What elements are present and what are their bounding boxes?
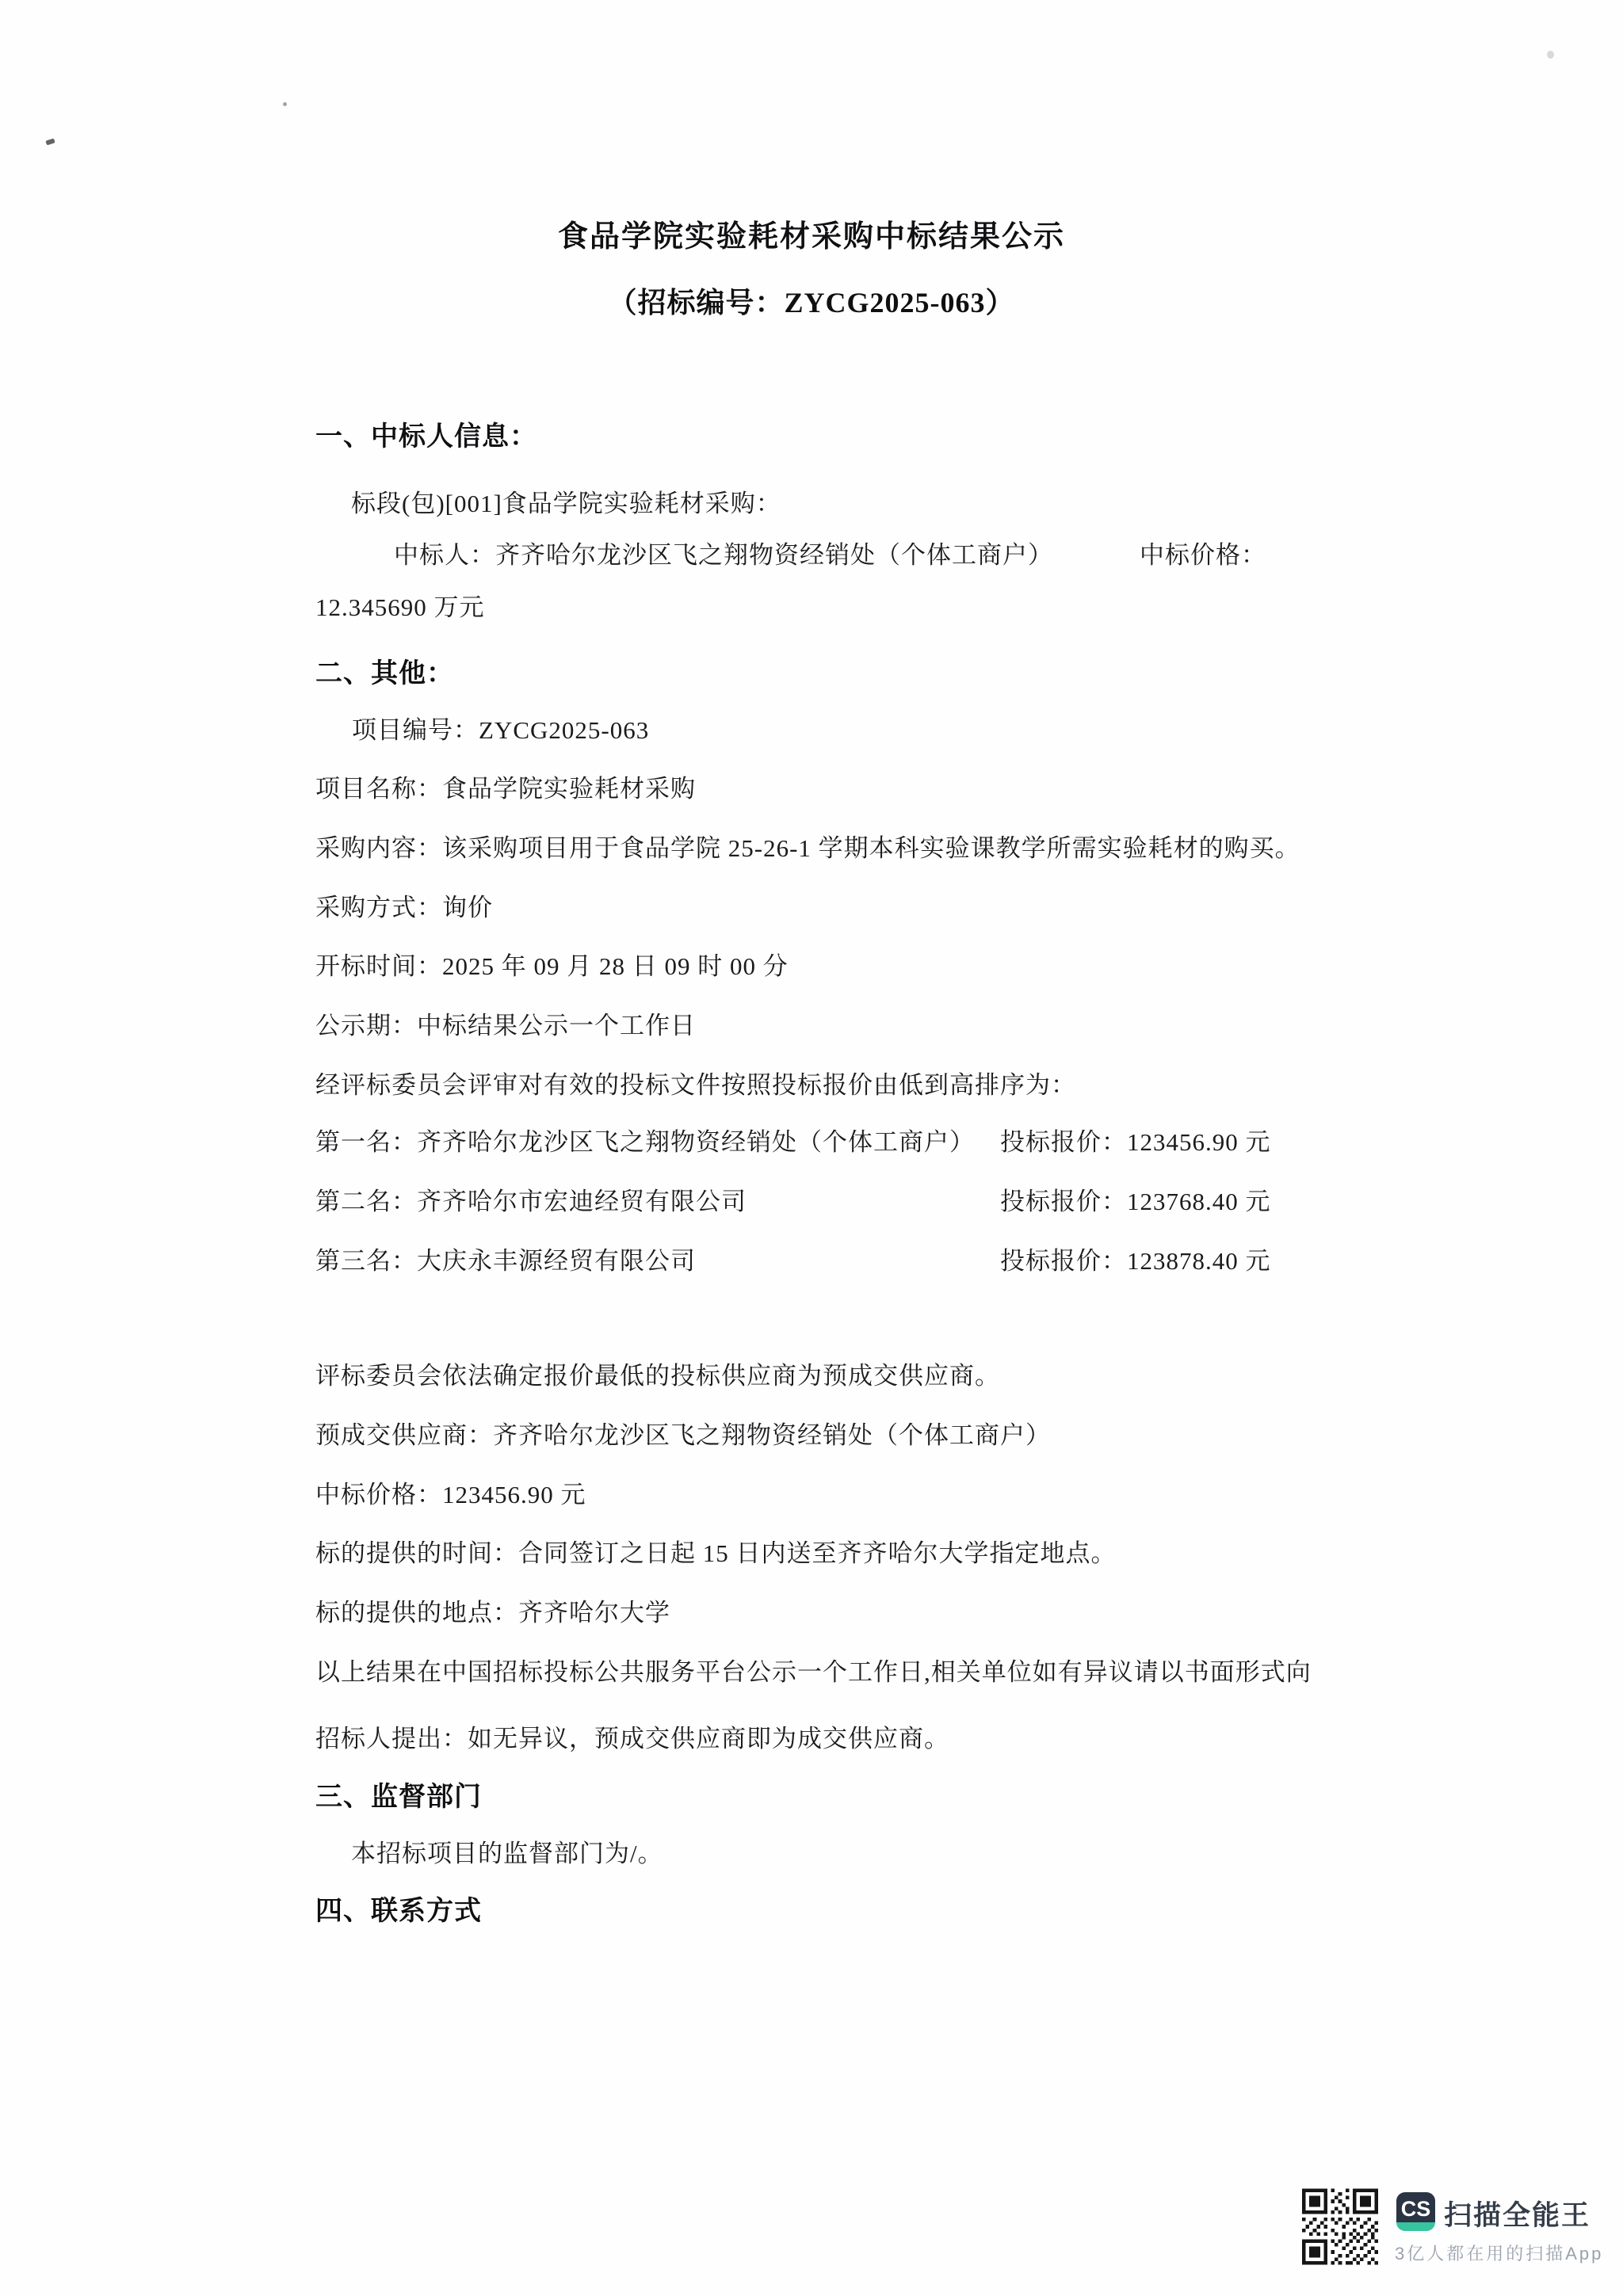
notice-line-2: 招标人提出：如无异议，预成交供应商即为成交供应商。 bbox=[315, 1725, 949, 1753]
winner-line: 中标人：齐齐哈尔龙沙区飞之翔物资经销处（个体工商户） bbox=[394, 541, 1053, 569]
notice-line-1: 以上结果在中国招标投标公共服务平台公示一个工作日,相关单位如有异议请以书面形式向 bbox=[315, 1658, 1312, 1686]
lot-line: 标段(包)[001]食品学院实验耗材采购： bbox=[351, 490, 781, 517]
delivery-place-line: 标的提供的地点：齐齐哈尔大学 bbox=[315, 1599, 670, 1627]
bid-opening-time-line: 开标时间：2025 年 09 月 28 日 09 时 00 分 bbox=[315, 952, 789, 980]
tender-number-subtitle: （招标编号：ZYCG2025-063） bbox=[608, 287, 1015, 318]
pre-winner-line: 预成交供应商：齐齐哈尔龙沙区飞之翔物资经销处（个体工商户） bbox=[315, 1421, 1051, 1449]
delivery-time-line: 标的提供的时间：合同签订之日起 15 日内送至齐齐哈尔大学指定地点。 bbox=[315, 1539, 1117, 1567]
procurement-content-line: 采购内容：该采购项目用于食品学院 25-26-1 学期本科实验课教学所需实验耗材的购买。 bbox=[315, 834, 1300, 862]
determination-line: 评标委员会依法确定报价最低的投标供应商为预成交供应商。 bbox=[315, 1362, 1000, 1390]
publicity-period-line: 公示期：中标结果公示一个工作日 bbox=[315, 1012, 696, 1039]
scan-speck bbox=[45, 138, 55, 145]
rank2-price: 投标报价：123768.40 元 bbox=[1000, 1188, 1271, 1215]
qr-code-icon bbox=[1302, 2188, 1378, 2265]
winner-price-value: 12.345690 万元 bbox=[315, 593, 485, 621]
section4-heading: 四、联系方式 bbox=[315, 1896, 482, 1926]
project-number-line: 项目编号：ZYCG2025-063 bbox=[352, 716, 650, 744]
ranking-intro-line: 经评标委员会评审对有效的投标文件按照投标报价由低到高排序为： bbox=[315, 1071, 1076, 1099]
rank1-name: 第一名：齐齐哈尔龙沙区飞之翔物资经销处（个体工商户） bbox=[315, 1128, 975, 1156]
section1-heading: 一、中标人信息： bbox=[315, 421, 537, 452]
supervision-line: 本招标项目的监督部门为/。 bbox=[351, 1840, 663, 1867]
procurement-method-line: 采购方式：询价 bbox=[315, 894, 493, 921]
camscanner-app-slogan: 3亿人都在用的扫描App bbox=[1395, 2244, 1604, 2264]
winner-price-label: 中标价格： bbox=[1140, 541, 1266, 569]
camscanner-logo-icon bbox=[1396, 2192, 1435, 2231]
page-title: 食品学院实验耗材采购中标结果公示 bbox=[557, 220, 1065, 254]
winning-price-line: 中标价格：123456.90 元 bbox=[315, 1481, 586, 1508]
rank3-name: 第三名：大庆永丰源经贸有限公司 bbox=[315, 1247, 696, 1275]
camscanner-logo-text: CS bbox=[1400, 2197, 1431, 2221]
camscanner-app-name: 扫描全能王 bbox=[1444, 2200, 1591, 2231]
section2-heading: 二、其他： bbox=[315, 658, 454, 688]
scan-speck bbox=[1547, 51, 1554, 59]
section3-heading: 三、监督部门 bbox=[315, 1782, 482, 1812]
project-name-line: 项目名称：食品学院实验耗材采购 bbox=[315, 775, 696, 803]
rank3-price: 投标报价：123878.40 元 bbox=[1000, 1247, 1271, 1275]
camscanner-watermark bbox=[1302, 2188, 1623, 2275]
rank2-name: 第二名：齐齐哈尔市宏迪经贸有限公司 bbox=[315, 1188, 747, 1215]
rank1-price: 投标报价：123456.90 元 bbox=[1000, 1128, 1271, 1156]
scan-speck bbox=[283, 102, 287, 106]
